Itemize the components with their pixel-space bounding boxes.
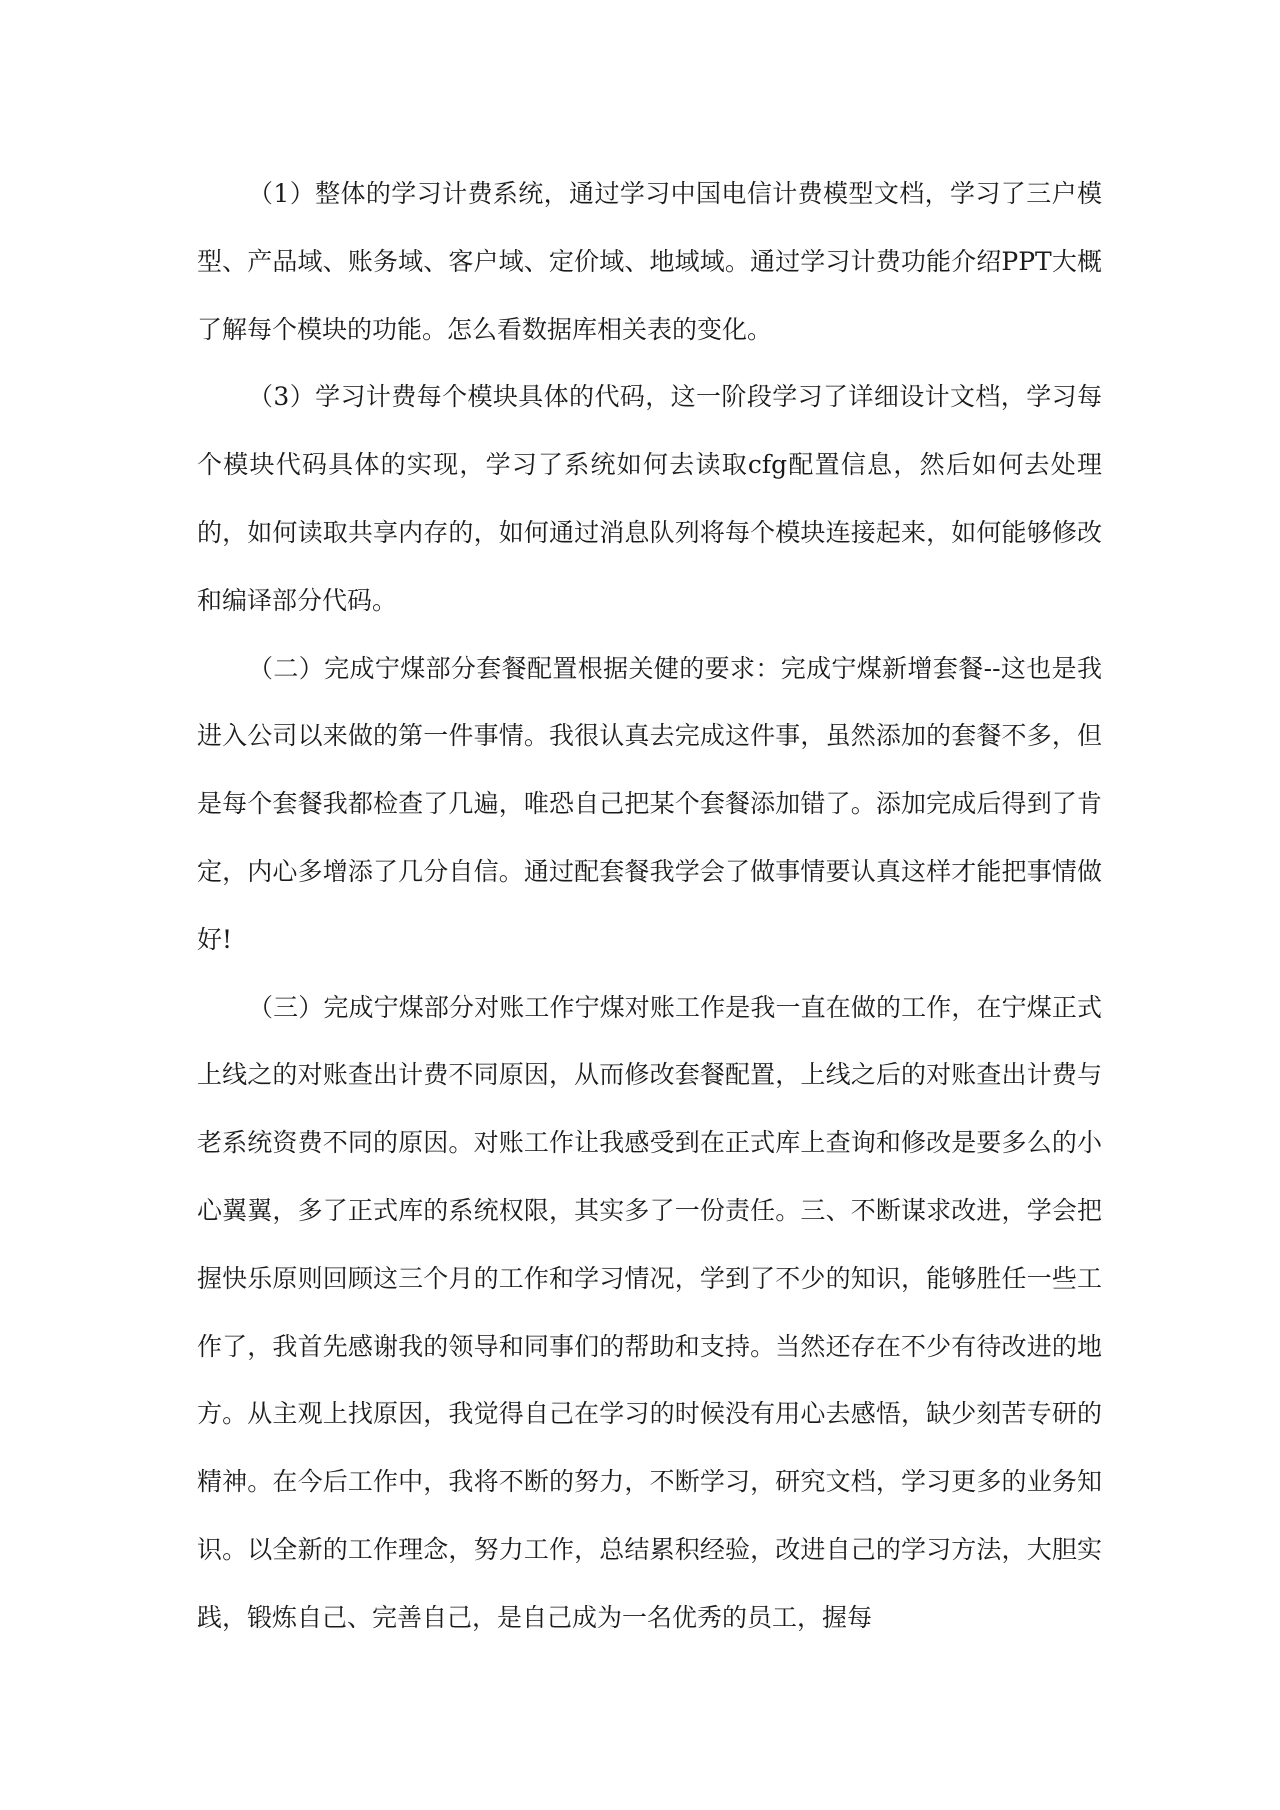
paragraph-package-configuration: （二）完成宁煤部分套餐配置根据关健的要求：完成宁煤新增套餐--这也是我进入公司以来做的第一件事情。我很认真去完成这件事，虽然添加的套餐不多，但是每个套餐我都检查了几遍，唯恐自己把某个套餐添加错了。添加完成后得到了肯定，内心多增添了几分自信。通过配套餐我学会了做事情要认真这样才能把事情做好!: [197, 653, 1102, 954]
paragraph-billing-system-overview: （1）整体的学习计费系统，通过学习中国电信计费模型文档，学习了三户模型、产品域、账务域、客户域、定价域、地域域。通过学习计费功能介绍PPT大概了解每个模块的功能。怎么看数据库相关表的变化。: [197, 179, 1102, 344]
paragraph-reconciliation-work: （三）完成宁煤部分对账工作宁煤对账工作是我一直在做的工作，在宁煤正式上线之的对账查出计费不同原因，从而修改套餐配置，上线之后的对账查出计费与老系统资费不同的原因。对账工作让我感受到在正式库上查询和修改是要多么的小心翼翼，多了正式库的系统权限，其实多了一份责任。三、不断谋求改进，学会把握快乐原则回顾这三个月的工作和学习情况，学到了不少的知识，能够胜任一些工作了，我首先感谢我的领导和同事们的帮助和支持。当然还存在不少有待改进的地方。从主观上找原因，我觉得自己在学习的时候没有用心去感悟，缺少刻苦专研的精神。在今后工作中，我将不断的努力，不断学习，研究文档，学习更多的业务知识。以全新的工作理念，努力工作，总结累积经验，改进自己的学习方法，大胆实践，锻炼自己、完善自己，是自己成为一名优秀的员工，握每: [197, 992, 1102, 1632]
document-body: [197, 160, 1102, 1652]
paragraph-module-code-study: （3）学习计费每个模块具体的代码，这一阶段学习了详细设计文档，学习每个模块代码具体的实现，学习了系统如何去读取cfg配置信息，然后如何去处理的，如何读取共享内存的，如何通过消息队列将每个模块连接起来，如何能够修改和编译部分代码。: [197, 382, 1102, 615]
